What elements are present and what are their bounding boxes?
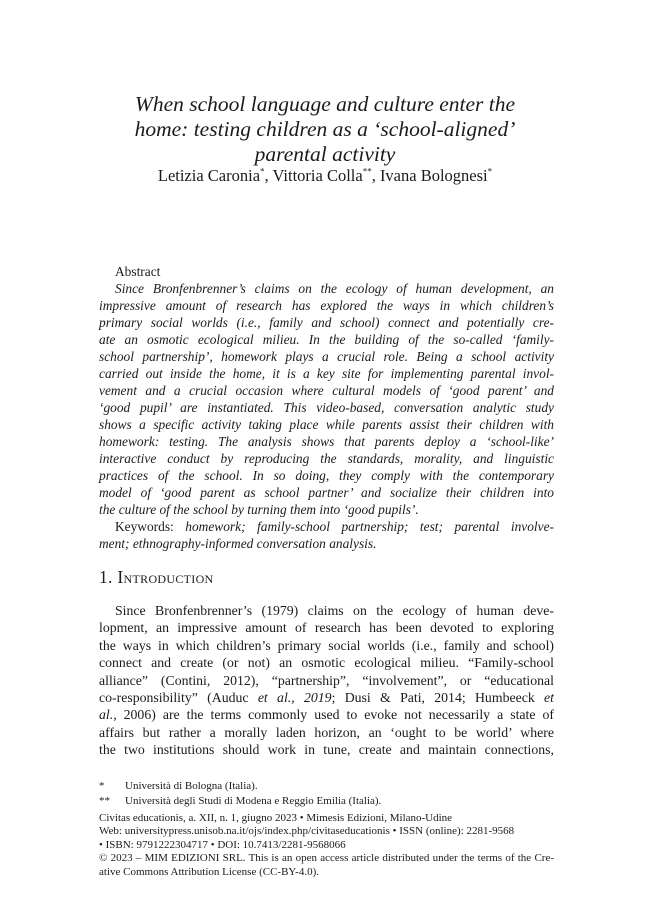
footnote-text: Università degli Studi di Modena e Reggio Emilia (Italia). [125,795,382,807]
author-name: Ivana Bolognesi [379,166,488,185]
footnote-mark: * [99,780,105,792]
pubinfo-line: Web: universitypress.unisob.na.it/ojs/index.php/civitaseducationis • ISSN (online): 2281-9568 [99,825,515,838]
pubinfo-line: ative Commons Attribution License (CC-BY-4.0). [99,865,319,878]
body-line [99,689,554,706]
abstract-line: the culture of the school by turning them into ‘good pupils’. [99,502,419,517]
affiliation-mark: ** [362,166,372,177]
citation-italic: et [544,690,554,706]
citation-italic: et al., 2019 [257,690,332,706]
body-paragraph [99,602,554,759]
body-line: the ways in which children’s primary social worlds (i.e., family and school) [99,637,554,653]
title-line: home: testing children as a ‘school-aligned’ [134,117,516,141]
abstract-line: interactive conduct by reproducing the standards, morality, and linguistic [99,451,554,466]
body-text-run: ; Dusi & Pati, 2014; Humbeeck [331,690,545,706]
abstract-line: ate an osmotic ecological milieu. In the building of the so-called ‘family- [99,332,554,347]
footnotes [99,779,554,809]
body-line: connect and create (or not) an osmotic ecological milieu. “Family-school [99,655,554,671]
footnote [99,794,554,809]
author-list: Letizia Caronia*, Vittoria Colla**, Ivana Bolognesi* [157,166,493,185]
keywords-line: ment; ethnography-informed conversation analysis. [99,536,377,551]
abstract-line: shows a specific activity taking place while parents assist their children with [99,417,554,432]
abstract-line: primary social worlds (i.e., family and school) connect and potentially cre- [99,315,554,330]
citation-italic: al. [99,707,114,723]
pubinfo-line: © 2023 – MIM EDIZIONI SRL. This is an open access article distributed under the terms of the Cre- [99,852,554,865]
abstract-heading: Abstract [115,264,161,279]
body-line: affairs but rather a morally laden horizon, an ‘ought to be world’ where [99,724,554,740]
footnote [99,779,554,794]
pubinfo-line: • ISBN: 9791222304717 • DOI: 10.7413/2281-9568066 [99,838,346,851]
title-line: When school language and culture enter the [134,92,516,116]
keywords-line [99,518,554,535]
section-heading [99,567,214,588]
keywords-label: Keywords: [115,519,174,534]
body-line: the two institutions should work in tune, create and maintain connections, [99,742,554,758]
publication-info [99,812,554,879]
article-title [95,92,555,167]
abstract [99,263,554,552]
abstract-line: model of ‘good parent as school partner’ and socialize their children into [99,485,554,500]
abstract-line: Since Bronfenbrenner’s claims on the ecology of human development, an [115,281,554,296]
affiliation-mark: * [260,166,265,177]
section-number: 1. [99,567,113,587]
abstract-line: homework: testing. The analysis shows that parents deploy a ‘school-like’ [99,434,554,449]
keywords-text: homework; family-school partnership; test; parental involve- [185,519,554,534]
body-text-run: co-responsibility” (Auduc [99,690,258,706]
footnote-text: Università di Bologna (Italia). [125,780,258,792]
body-line: lopment, an impressive amount of research has been devoted to exploring [99,620,554,636]
body-line: Since Bronfenbrenner’s (1979) claims on the ecology of human deve- [115,603,554,618]
abstract-line: impressive amount of research has explored the ways in which children’s [99,298,554,313]
footnote-mark: ** [99,795,110,807]
title-line: parental activity [254,142,396,166]
author-name: Vittoria Colla [272,166,363,185]
abstract-line: carried out inside the home, it is a key site for implementing parental invol- [99,366,554,381]
abstract-line: ‘good pupil’ are instantiated. This video-based, conversation analytic study [99,400,554,415]
author-name: Letizia Caronia [157,166,261,185]
body-line [99,706,554,723]
pubinfo-line: Civitas educationis, a. XII, n. 1, giugno 2023 • Mimesis Edizioni, Milano-Udine [99,812,453,824]
body-line: alliance” (Contini, 2012), “partnership”, “involvement”, or “educational [99,672,554,688]
section-title: Introduction [117,567,214,587]
abstract-line: school partnership’, homework plays a crucial role. Being a school activity [99,349,554,364]
abstract-line: practices of the school. In so doing, they comply with the contemporary [99,468,554,483]
body-text-run: , 2006) are the terms commonly used to evoke not necessarily a state of [113,707,554,723]
abstract-line: vement and a crucial occasion where cultural models of ‘good parent’ and [99,383,554,398]
affiliation-mark: * [487,166,493,177]
